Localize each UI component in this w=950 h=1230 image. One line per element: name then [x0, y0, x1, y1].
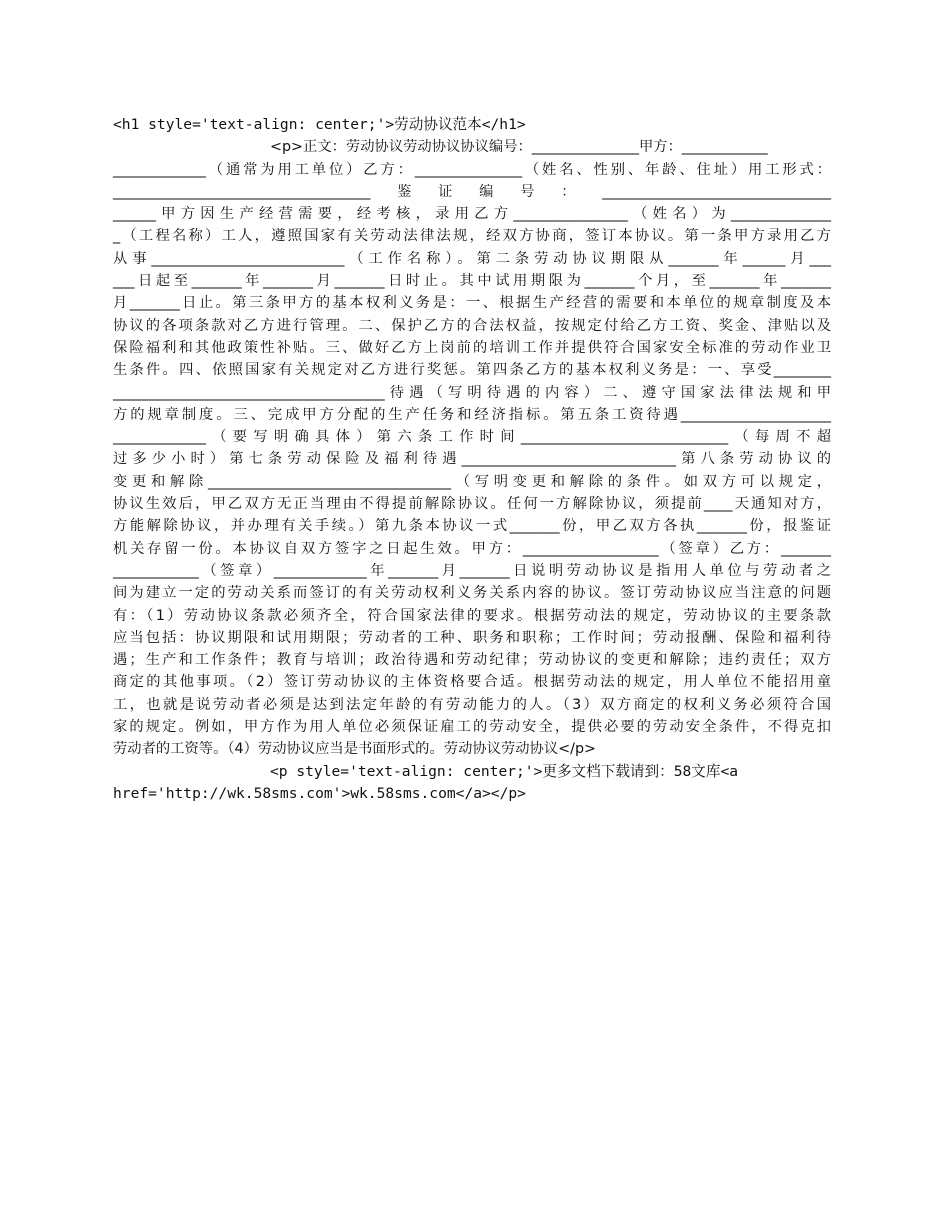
body-line: _____________（要写明确具体）第六条工作时间_____________________________（每周不超 [113, 429, 831, 446]
body-line: 从事___________________________（工作名称）。第二条劳动协议期限从_______年______月___ [113, 250, 831, 267]
document-body [113, 114, 831, 805]
body-line: 机关存留一份。本协议自双方签字之日起生效。甲方：___________________（签章）乙方：_______ [113, 540, 831, 557]
body-line: 过多少小时）第七条劳动保险及福利待遇______________________________第八条劳动协议的 [113, 451, 831, 468]
body-line: 月_______日止。第三条甲方的基本权利义务是：一、根据生产经营的需要和本单位的规章制度及本 [113, 295, 831, 312]
body-line: 生条件。四、依照国家有关规定对乙方进行奖惩。第四条乙方的基本权利义务是：一、享受________ [113, 362, 831, 379]
footer-source-line-1: <p style='text-align: center;'>更多文档下载请到：58文库<a [270, 762, 739, 780]
footer-source-line-2: href='http://wk.58sms.com'>wk.58sms.com</a></p> [113, 784, 526, 802]
body-line: 变更和解除__________________________________（写明变更和解除的条件。如双方可以规定， [113, 473, 831, 490]
body-line: 方能解除协议，并办理有关手续。）第九条本协议一式_______份，甲乙双方各执_______份，报鉴证 [113, 518, 831, 535]
body-line: 协议生效后，甲乙双方无正当理由不得提前解除协议。任何一方解除协议，须提前____天通知对方， [113, 496, 831, 513]
body-line: ____________________________________鉴证编号：________________________________ [113, 183, 831, 200]
body-line: 有：（1）劳动协议条款必须齐全，符合国家法律的要求。根据劳动法的规定，劳动协议的主要条款 [113, 607, 831, 624]
body-line: _（工程名称）工人，遵照国家有关劳动法律法规，经双方协商，签订本协议。第一条甲方录用乙方 [113, 228, 831, 245]
body-text [113, 136, 831, 760]
body-line: 家的规定。例如，甲方作为用人单位必须保证雇工的劳动安全，提供必要的劳动安全条件，不得克扣 [113, 719, 831, 736]
body-line: 间为建立一定的劳动关系而签订的有关劳动权利义务关系内容的协议。签订劳动协议应当注意的问题 [113, 585, 831, 602]
body-line: ___日起至_______年_______月_______日时止。其中试用期限为_______个月，至_______年_______ [113, 273, 831, 290]
body-line: <p>正文：劳动协议劳动协议协议编号：_______________甲方：____________ [270, 139, 768, 156]
body-line: ____________（签章）_____________年_______月_______日说明劳动协议是指用人单位与劳动者之 [113, 562, 831, 579]
body-line: 协议的各项条款对乙方进行管理。二、保护乙方的合法权益，按规定付给乙方工资、奖金、津贴以及 [113, 317, 831, 334]
heading-source-line: <h1 style='text-align: center;'>劳动协议范本</h1> [113, 116, 526, 133]
body-line: 工，也就是说劳动者必须是达到法定年龄的有劳动能力的人。（3）双方商定的权利义务必须符合国 [113, 696, 831, 713]
body-line: 应当包括：协议期限和试用期限；劳动者的工种、职务和职称；工作时间；劳动报酬、保险和福利待 [113, 629, 831, 646]
body-line: _____________（通常为用工单位）乙方：_______________（姓名、性别、年龄、住址）用工形式： [113, 161, 831, 178]
body-line: 遇；生产和工作条件；教育与培训；政治待遇和劳动纪律；劳动协议的变更和解除；违约责任；双方 [113, 652, 831, 669]
body-line: 保险福利和其他政策性补贴。三、做好乙方上岗前的培训工作并提供符合国家安全标准的劳动作业卫 [113, 339, 831, 356]
body-line: ______________________________________待遇（写明待遇的内容）二、遵守国家法律法规和甲 [113, 384, 831, 401]
body-line: ______甲方因生产经营需要，经考核，录用乙方________________（姓名）为______________ [113, 206, 831, 223]
body-line: 方的规章制度。三、完成甲方分配的生产任务和经济指标。第五条工资待遇_____________________ [113, 406, 831, 423]
body-line: 商定的其他事项。（2）签订劳动协议的主体资格要合适。根据劳动法的规定，用人单位不能招用童 [113, 674, 831, 691]
body-line: 劳动者的工资等。（4）劳动协议应当是书面形式的。劳动协议劳动协议</p> [113, 741, 596, 758]
